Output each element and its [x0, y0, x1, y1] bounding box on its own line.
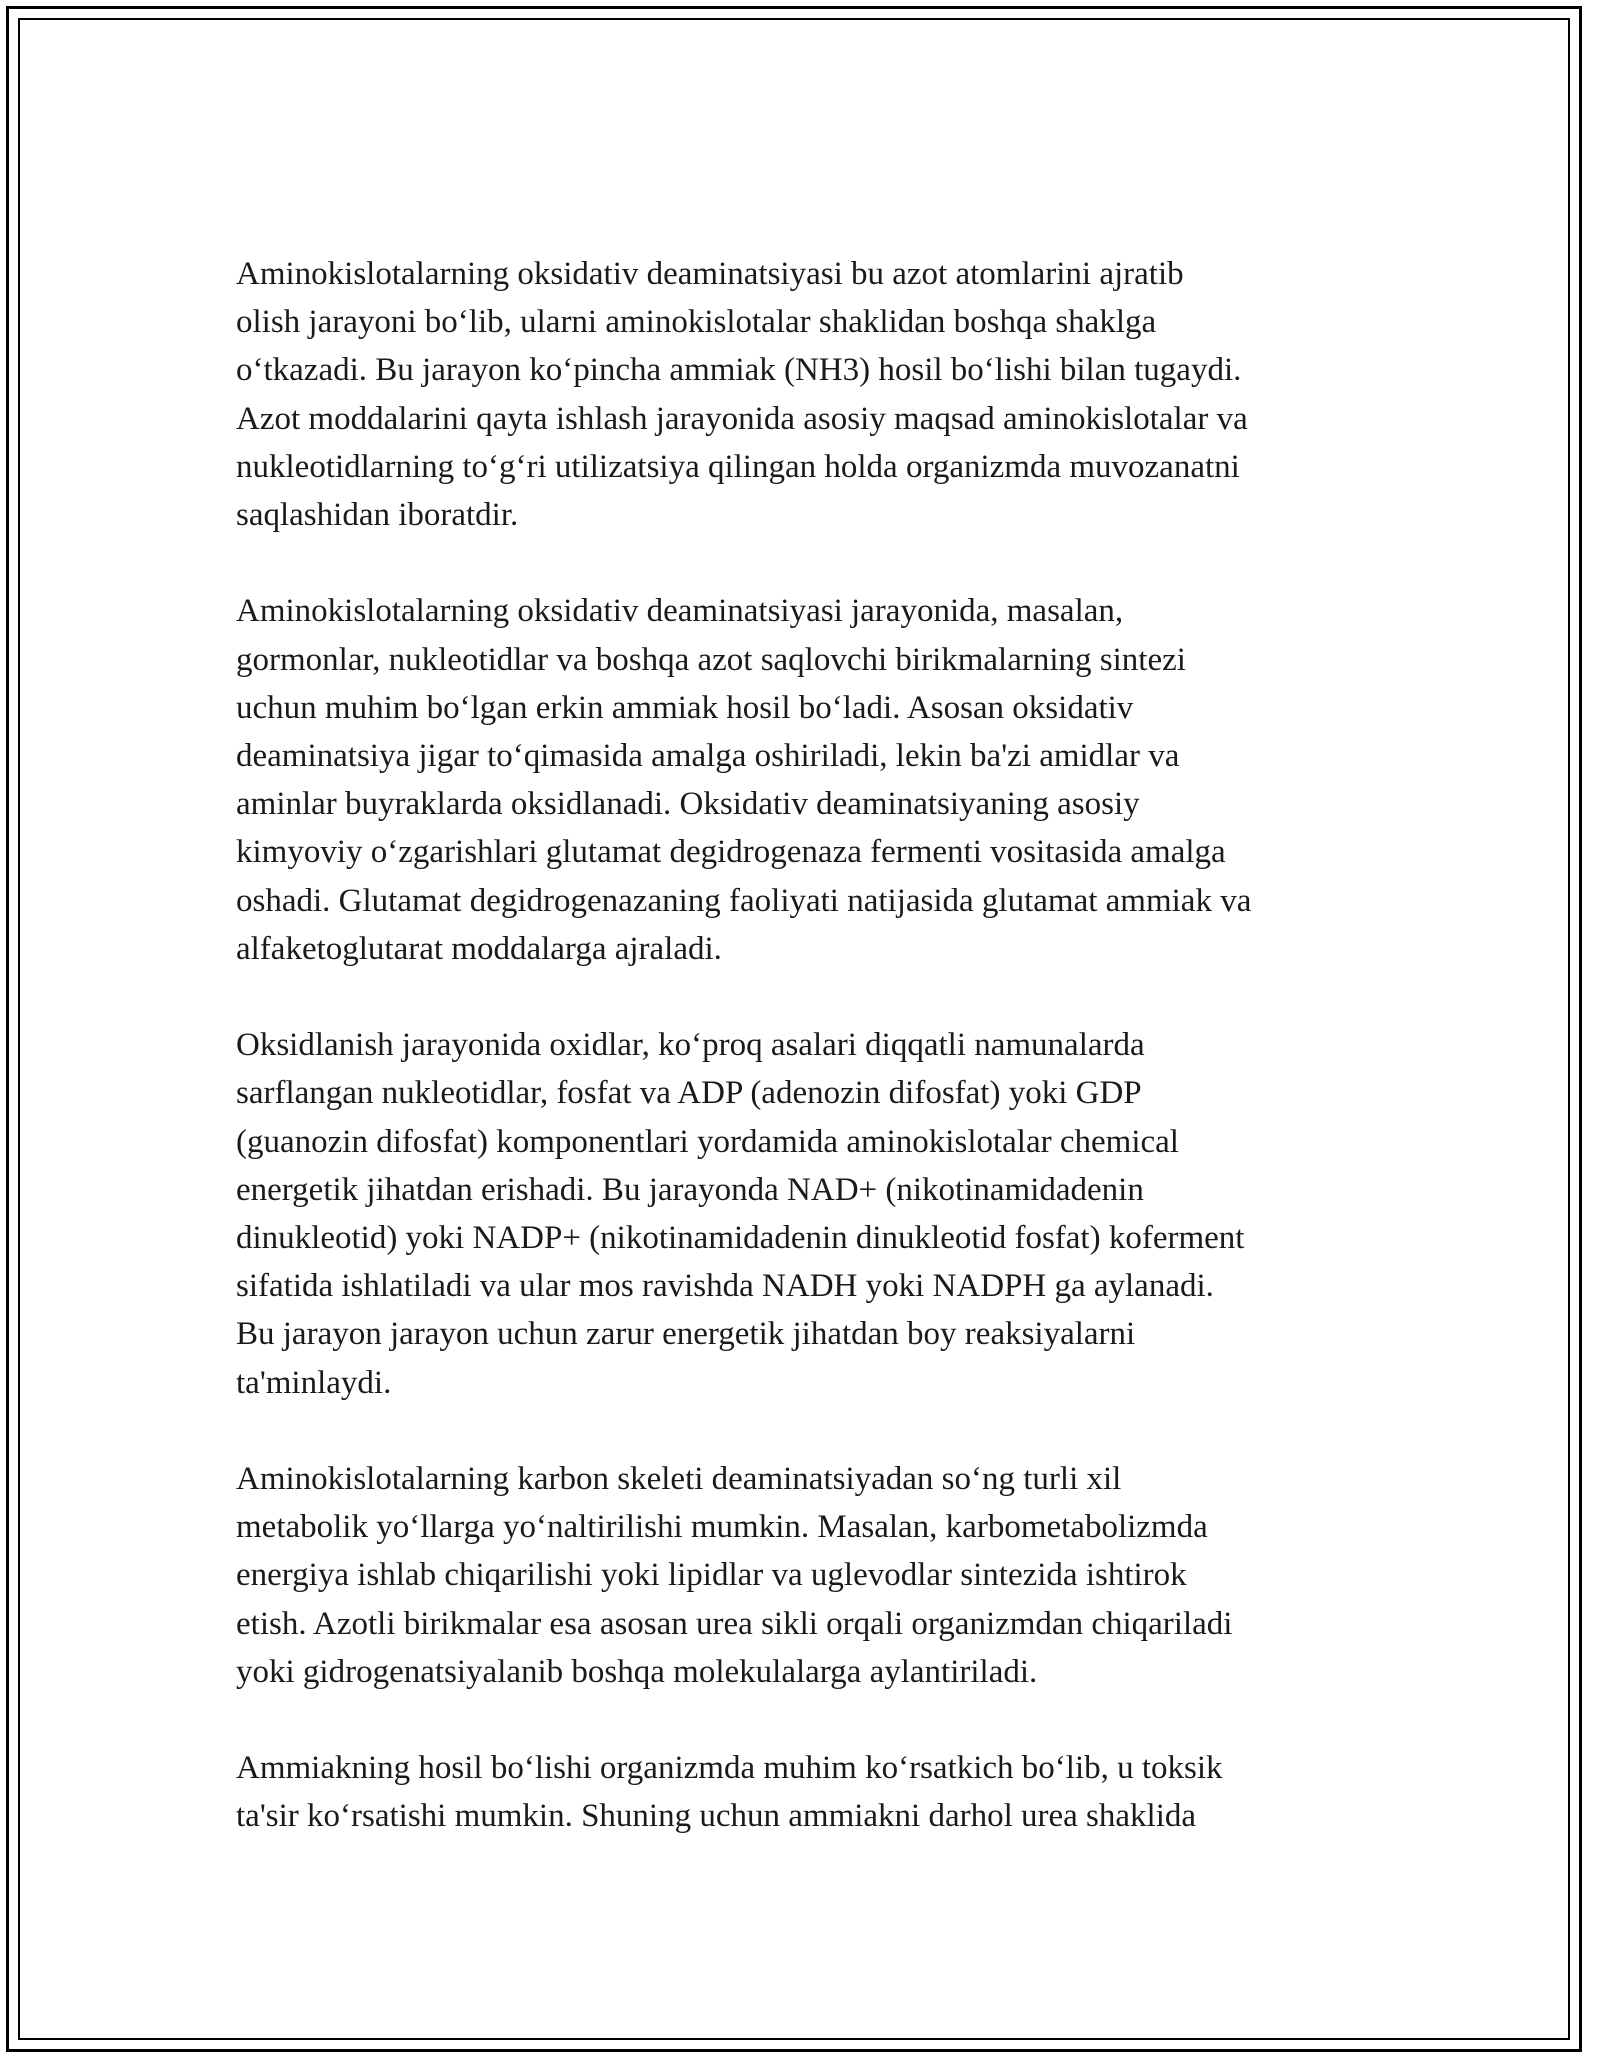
text-line: Bu jarayon jarayon uchun zarur energetik jihatdan boy reaksiyalarni [236, 1316, 1136, 1353]
text-line: uchun muhim boʻlgan erkin ammiak hosil boʻladi. Asosan oksidativ [236, 689, 1134, 726]
text-line: energiya ishlab chiqarilishi yoki lipidlar va uglevodlar sintezida ishtirok [236, 1557, 1187, 1594]
text-line: energetik jihatdan erishadi. Bu jarayonda NAD+ (nikotinamidadenin [236, 1171, 1144, 1208]
text-line: deaminatsiya jigar toʻqimasida amalga oshiriladi, lekin ba'zi amidlar va [236, 738, 1180, 775]
text-line: Ammiakning hosil boʻlishi organizmda muhim koʻrsatkich boʻlib, u toksik [236, 1750, 1223, 1787]
text-line: oʻtkazadi. Bu jarayon koʻpincha ammiak (NH3) hosil boʻlishi bilan tugaydi. [236, 352, 1242, 389]
text-line: alfaketoglutarat moddalarga ajraladi. [236, 930, 722, 967]
text-line: saqlashidan iboratdir. [236, 497, 519, 534]
text-line: (guanozin difosfat) komponentlari yordamida aminokislotalar chemical [236, 1123, 1179, 1160]
text-line: Aminokislotalarning karbon skeleti deaminatsiyadan soʻng turli xil [236, 1461, 1122, 1498]
text-line: gormonlar, nukleotidlar va boshqa azot saqlovchi birikmalarning sintezi [236, 641, 1186, 678]
paragraph-5 [236, 1744, 1372, 1840]
paragraph-2 [236, 587, 1372, 973]
text-line: Azot moddalarini qayta ishlash jarayonida asosiy maqsad aminokislotalar va [236, 400, 1248, 437]
text-line: sifatida ishlatiladi va ular mos ravishda NADH yoki NADPH ga aylanadi. [236, 1268, 1214, 1305]
text-line: Aminokislotalarning oksidativ deaminatsiyasi bu azot atomlarini ajratib [236, 256, 1184, 292]
text-line: dinukleotid) yoki NADP+ (nikotinamidadenin dinukleotid fosfat) koferment [236, 1220, 1245, 1257]
text-line: ta'minlaydi. [236, 1364, 392, 1401]
text-line: oshadi. Glutamat degidrogenazaning faoliyati natijasida glutamat ammiak va [236, 882, 1252, 919]
paragraph-3 [236, 1021, 1372, 1407]
text-line: aminlar buyraklarda oksidlanadi. Oksidativ deaminatsiyaning asosiy [236, 786, 1140, 823]
paragraph-1 [236, 250, 1372, 539]
text-line: metabolik yoʻllarga yoʻnaltirilishi mumkin. Masalan, karbometabolizmda [236, 1509, 1208, 1546]
text-line: sarflangan nukleotidlar, fosfat va ADP (adenozin difosfat) yoki GDP [236, 1075, 1142, 1112]
text-line: kimyoviy oʻzgarishlari glutamat degidrogenaza fermenti vositasida amalga [236, 834, 1226, 871]
document-body [236, 250, 1372, 1889]
text-line: olish jarayoni boʻlib, ularni aminokislotalar shaklidan boshqa shaklga [236, 304, 1157, 341]
text-line: Oksidlanish jarayonida oxidlar, koʻproq asalari diqqatli namunalarda [236, 1027, 1145, 1064]
text-line: ta'sir koʻrsatishi mumkin. Shuning uchun ammiakni darhol urea shaklida [236, 1798, 1197, 1835]
text-line: Aminokislotalarning oksidativ deaminatsiyasi jarayonida, masalan, [236, 593, 1124, 630]
text-line: etish. Azotli birikmalar esa asosan urea sikli orqali organizmdan chiqariladi [236, 1605, 1233, 1642]
text-line: yoki gidrogenatsiyalanib boshqa molekulalarga aylantiriladi. [236, 1653, 1038, 1690]
text-line: nukleotidlarning toʻgʻri utilizatsiya qilingan holda organizmda muvozanatni [236, 448, 1240, 485]
paragraph-4 [236, 1455, 1372, 1696]
